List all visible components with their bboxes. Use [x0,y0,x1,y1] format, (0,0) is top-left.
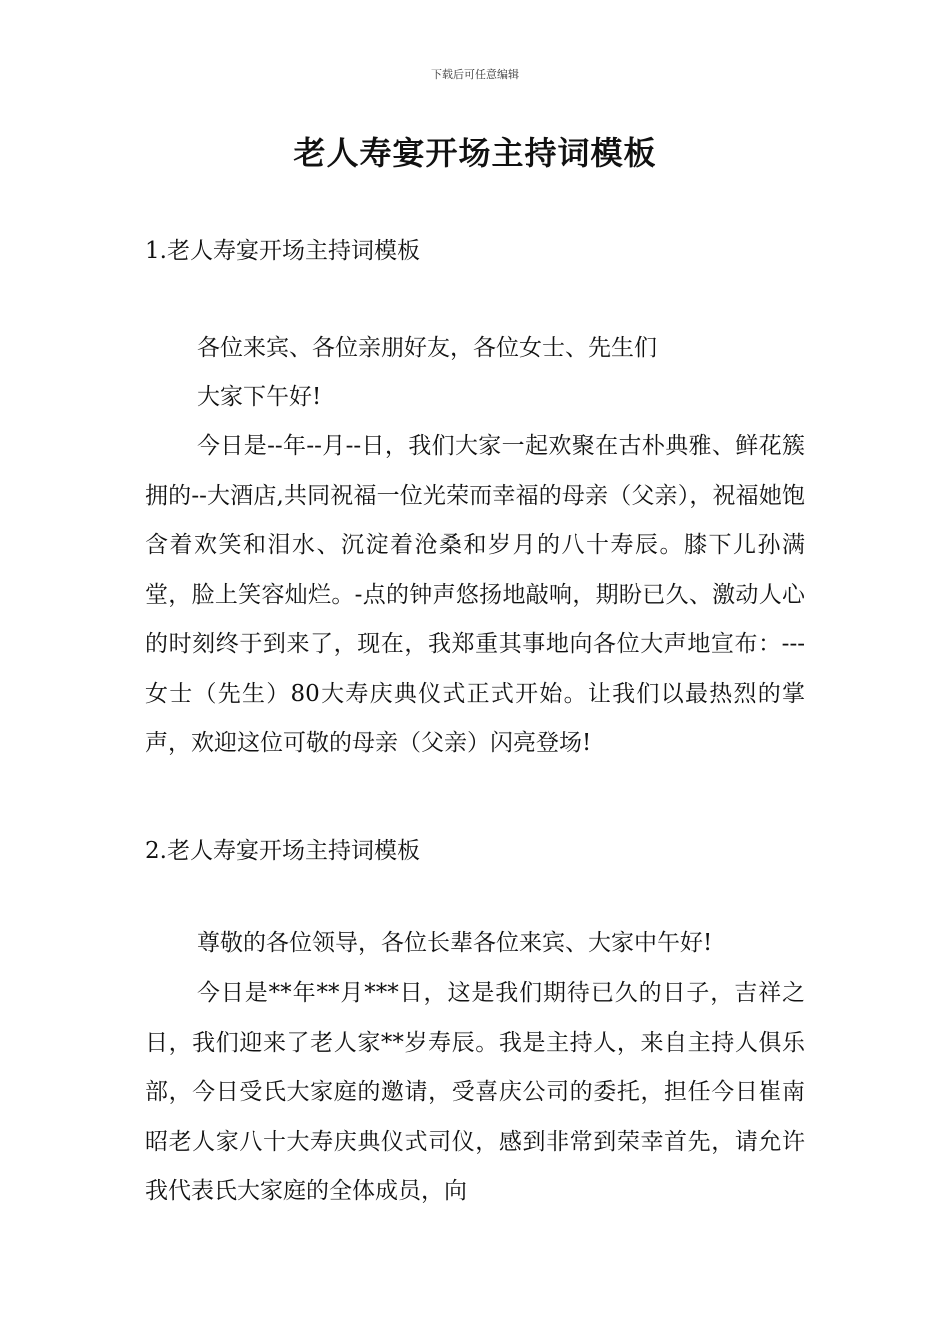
section-1-paragraph-3: 今日是--年--月--日，我们大家一起欢聚在古朴典雅、鲜花簇拥的--大酒店,共同祝福一位光荣而幸福的母亲（父亲），祝福她饱含着欢笑和泪水、沉淀着沧桑和岁月的八十寿辰。膝下儿孙满堂，脸上笑容灿烂。-点的钟声悠扬地敲响，期盼已久、激动人心的时刻终于到来了，现在，我郑重其事地向各位大声地宣布：---女士（先生）80大寿庆典仪式正式开始。让我们以最热烈的掌声，欢迎这位可敬的母亲（父亲）闪亮登场! [145,433,805,756]
section-2-heading: 2.老人寿宴开场主持词模板 [145,838,420,864]
document-title: 老人寿宴开场主持词模板 [293,134,657,172]
section-1-paragraph-1: 各位来宾、各位亲朋好友，各位女士、先生们 [197,335,657,361]
section-2-paragraph-2: 今日是**年**月***日，这是我们期待已久的日子，吉祥之日，我们迎来了老人家**岁寿辰。我是主持人，来自主持人俱乐部，今日受氏大家庭的邀请，受喜庆公司的委托，担任今日崔南昭老人家八十大寿庆典仪式司仪，感到非常到荣幸首先，请允许我代表氏大家庭的全体成员，向 [145,980,805,1204]
section-1-paragraph-2: 大家下午好! [197,384,322,410]
section-2-paragraph-1: 尊敬的各位领导，各位长辈各位来宾、大家中午好! [197,930,713,956]
header-note: 下载后可任意编辑 [431,68,519,81]
section-1-heading: 1.老人寿宴开场主持词模板 [145,238,420,264]
